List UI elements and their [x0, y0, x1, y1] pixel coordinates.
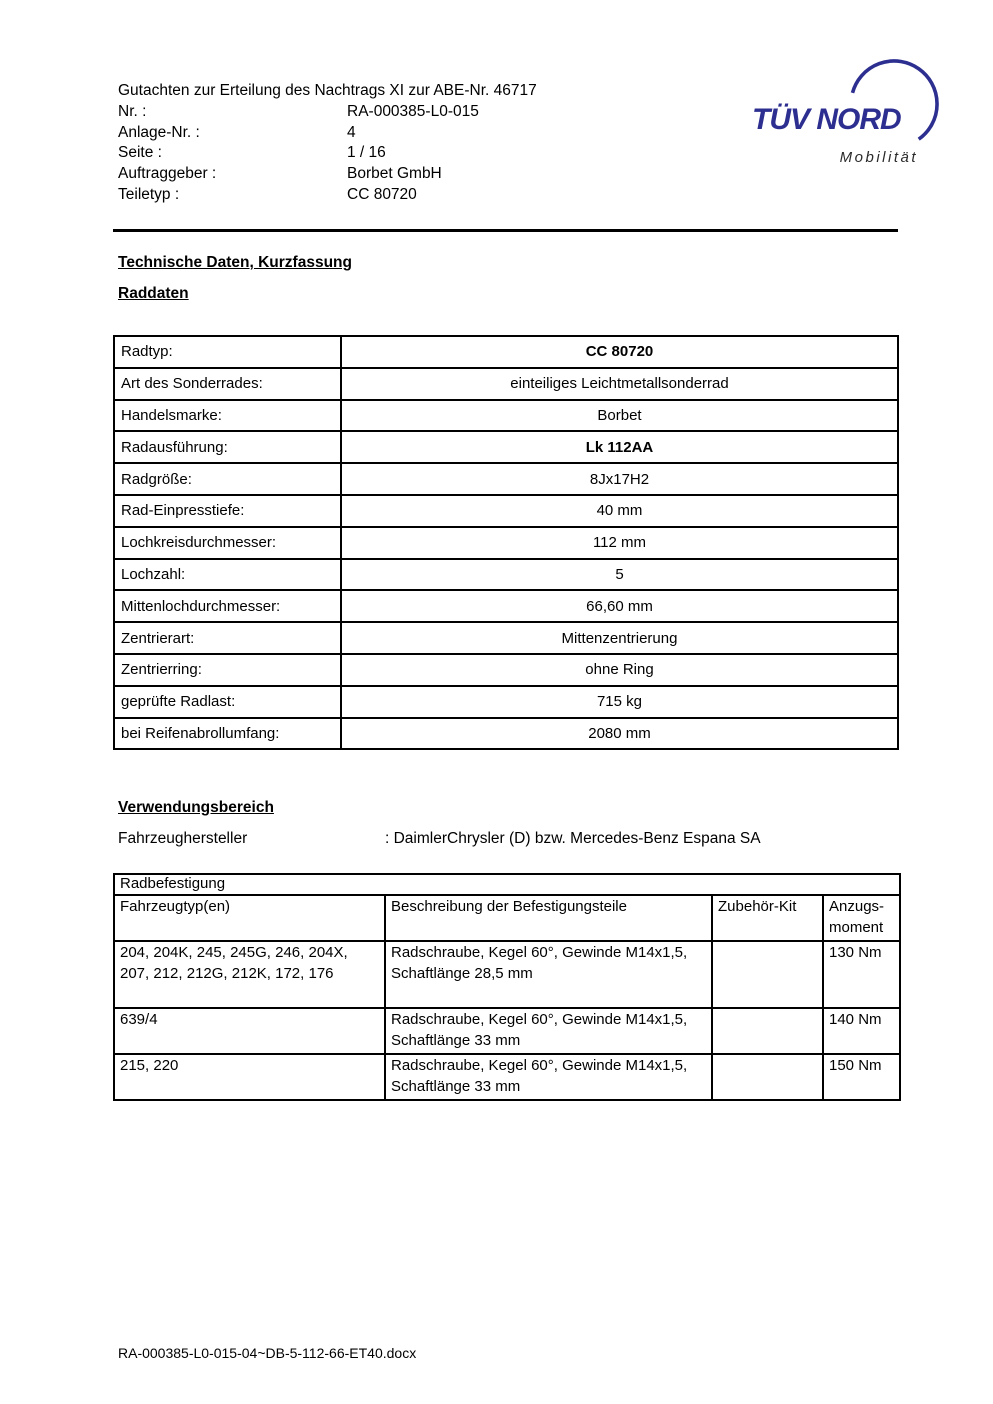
heading-verwendungsbereich: Verwendungsbereich — [118, 799, 274, 816]
row-label: bei Reifenabrollumfang: — [114, 718, 341, 750]
row-value: Borbet — [341, 400, 898, 432]
fahrzeughersteller-label: Fahrzeughersteller — [118, 830, 248, 847]
table-row — [114, 400, 898, 432]
fahrzeughersteller-value: : DaimlerChrysler (D) bzw. Mercedes-Benz Espana SA — [385, 830, 761, 847]
table-row — [114, 336, 898, 368]
field-value: 1 / 16 — [347, 144, 386, 162]
table-row — [114, 718, 898, 750]
raddaten-table — [113, 335, 899, 750]
row-value: Lk 112AA — [341, 431, 898, 463]
row-label: Radtyp: — [114, 336, 341, 368]
row-value: CC 80720 — [341, 336, 898, 368]
row-value: Mittenzentrierung — [341, 622, 898, 654]
field-label: Anlage-Nr. : — [118, 123, 200, 141]
row-label: Lochzahl: — [114, 559, 341, 591]
table-title-row — [114, 874, 900, 895]
table-row — [114, 622, 898, 654]
header-block — [118, 81, 678, 206]
row-label: Rad-Einpresstiefe: — [114, 495, 341, 527]
table-row — [114, 1008, 900, 1054]
cell-beschreibung: Radschraube, Kegel 60°, Gewinde M14x1,5, Schaftlänge 33 mm — [385, 1054, 712, 1100]
table-row — [114, 495, 898, 527]
table-header-row — [114, 895, 900, 941]
row-value: 8Jx17H2 — [341, 463, 898, 495]
table-row — [114, 686, 898, 718]
row-value: 112 mm — [341, 527, 898, 559]
row-value: 5 — [341, 559, 898, 591]
document-title: Gutachten zur Erteilung des Nachtrags XI zur ABE-Nr. 46717 — [118, 82, 537, 99]
column-header-beschreibung: Beschreibung der Befestigungsteile — [385, 895, 712, 941]
table-row — [114, 431, 898, 463]
cell-fahrzeugtyp: 215, 220 — [114, 1054, 385, 1100]
field-label: Teiletyp : — [118, 185, 180, 203]
cell-zubehoer — [712, 941, 823, 1008]
row-label: Zentrierart: — [114, 622, 341, 654]
logo-tagline-text: Mobilität — [839, 149, 918, 166]
cell-fahrzeugtyp: 204, 204K, 245, 245G, 246, 204X, 207, 212, 212G, 212K, 172, 176 — [114, 941, 385, 1008]
row-label: Art des Sonderrades: — [114, 368, 341, 400]
logo-brand-text: TÜV NORD — [752, 103, 901, 136]
table-row — [114, 368, 898, 400]
row-label: Lochkreisdurchmesser: — [114, 527, 341, 559]
row-value: 715 kg — [341, 686, 898, 718]
header-field-seite — [118, 143, 678, 164]
table-row — [114, 1054, 900, 1100]
row-label: Zentrierring: — [114, 654, 341, 686]
row-value: ohne Ring — [341, 654, 898, 686]
table-row — [114, 463, 898, 495]
cell-zubehoer — [712, 1008, 823, 1054]
radbefestigung-table — [113, 873, 901, 1101]
row-label: Radausführung: — [114, 431, 341, 463]
cell-anzugsmoment: 140 Nm — [823, 1008, 900, 1054]
row-label: Handelsmarke: — [114, 400, 341, 432]
header-divider — [113, 229, 898, 232]
cell-beschreibung: Radschraube, Kegel 60°, Gewinde M14x1,5, Schaftlänge 33 mm — [385, 1008, 712, 1054]
field-value: Borbet GmbH — [347, 165, 442, 183]
heading-raddaten: Raddaten — [118, 285, 189, 302]
table-row — [114, 590, 898, 622]
row-label: Radgröße: — [114, 463, 341, 495]
table-row — [114, 654, 898, 686]
cell-fahrzeugtyp: 639/4 — [114, 1008, 385, 1054]
header-field-teiletyp — [118, 185, 678, 206]
column-header-fahrzeugtyp: Fahrzeugtyp(en) — [114, 895, 385, 941]
field-value: CC 80720 — [347, 185, 417, 203]
fahrzeughersteller-line — [118, 830, 898, 848]
column-header-anzugsmoment: Anzugs-moment — [823, 895, 900, 941]
table-row — [114, 527, 898, 559]
column-header-zubehoer: Zubehör-Kit — [712, 895, 823, 941]
cell-zubehoer — [712, 1054, 823, 1100]
header-field-auftraggeber — [118, 164, 678, 185]
header-field-nr — [118, 102, 678, 123]
row-value: einteiliges Leichtmetallsonderrad — [341, 368, 898, 400]
row-value: 2080 mm — [341, 718, 898, 750]
field-value: RA-000385-L0-015 — [347, 102, 479, 120]
row-label: geprüfte Radlast: — [114, 686, 341, 718]
row-value: 66,60 mm — [341, 590, 898, 622]
row-value: 40 mm — [341, 495, 898, 527]
heading-technische-daten: Technische Daten, Kurzfassung — [118, 254, 352, 271]
tuv-nord-logo — [745, 50, 950, 180]
field-value: 4 — [347, 123, 356, 141]
cell-anzugsmoment: 130 Nm — [823, 941, 900, 1008]
header-field-anlage — [118, 123, 678, 144]
row-label: Mittenlochdurchmesser: — [114, 590, 341, 622]
cell-beschreibung: Radschraube, Kegel 60°, Gewinde M14x1,5, Schaftlänge 28,5 mm — [385, 941, 712, 1008]
table-row — [114, 941, 900, 1008]
field-label: Auftraggeber : — [118, 165, 217, 183]
cell-anzugsmoment: 150 Nm — [823, 1054, 900, 1100]
field-label: Seite : — [118, 144, 162, 162]
table-title: Radbefestigung — [114, 874, 900, 895]
table-row — [114, 559, 898, 591]
field-label: Nr. : — [118, 102, 147, 120]
footer-filename: RA-000385-L0-015-04~DB-5-112-66-ET40.docx — [118, 1345, 417, 1361]
